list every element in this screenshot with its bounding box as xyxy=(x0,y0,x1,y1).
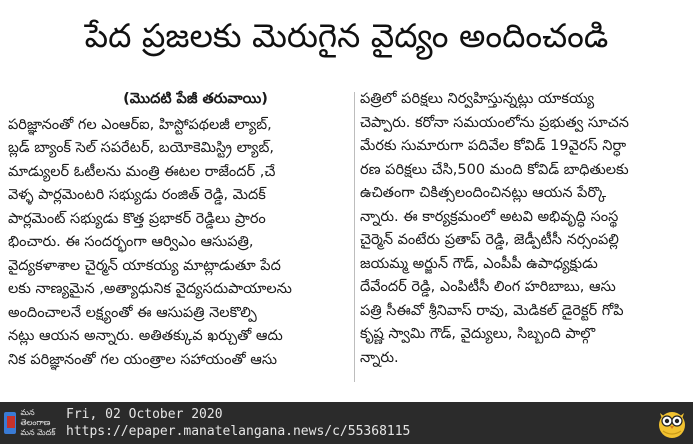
article-line: బ్లడ్ బ్యాంక్ సెల్ సపరేటర్, బయోకెమిస్ట్రి ల్యాబ్, xyxy=(8,140,274,156)
headline: పేద ప్రజలకు మెరుగైన వైద్యం అందించండి xyxy=(84,15,609,55)
article-line: వెళ్ళ పార్లమెంటరి సభ్యుడు రంజిత్ రెడ్డి, మెదక్ xyxy=(8,187,266,203)
article-right-column xyxy=(360,88,690,370)
owl-mascot-icon[interactable] xyxy=(657,407,687,439)
article-line: మేరకు సుమారుగా పదివేల కోవిడ్ 19వైరస్ నిర్ధా xyxy=(360,138,627,154)
article-line: నట్లు ఆయన అన్నారు. అతితక్కువ ఖర్చుతో ఆదు xyxy=(8,328,283,344)
article-left-column xyxy=(8,88,353,372)
article-line: చైర్మెన్ వంటేరు ప్రతాప్ రెడ్డి, జెడ్పీటీసీ నర్సంపల్లి xyxy=(360,232,619,248)
article-line: పత్రిలో పరిక్షలు నిర్వహిస్తున్నట్లు యాకయ్య xyxy=(360,91,595,107)
article-line: వైద్యకళాశాల చైర్మన్ యాకయ్య మాట్లాడుతూ పేద xyxy=(8,257,281,274)
logo-mark-icon xyxy=(4,412,16,434)
article-line: న్నారు. xyxy=(360,349,399,366)
article-line: పార్లమెంట్ సభ్యుడు కొత్త ప్రభాకర్ రెడ్డిలు ప్రారం xyxy=(8,210,266,227)
article-line: భించారు. ఈ సందర్భంగా ఆర్విఎం ఆసుపత్రి, xyxy=(8,234,254,250)
newspaper-logo[interactable] xyxy=(4,410,62,436)
column-divider xyxy=(354,92,355,382)
logo-text-top: మన తెలంగాణ xyxy=(20,408,51,427)
article-line: కృష్ణ స్వామి గౌడ్, వైద్యులు, సిబ్బంది పాల్గొ xyxy=(360,326,596,342)
article-line: న్నారు. ఈ కార్యక్రమంలో అటవి అభివృద్ధి సంస్థ xyxy=(360,208,619,225)
article-line: జయమ్మ అర్జున్ గౌడ్, ఎంపీపీ ఉపాధ్యక్షుడు xyxy=(360,255,598,272)
article-line: మాడ్యులర్ ఓటీలను మంత్రి ఈటల రాజేందర్ ,చే xyxy=(8,163,276,180)
article-line: నిక పరిజ్ఞానంతో గల యంత్రాల సహాయంతో ఆసు xyxy=(8,351,278,368)
article-url-link[interactable]: https://epaper.manatelangana.news/c/55368115 xyxy=(66,424,411,439)
continued-kicker: (మొదటి పేజీ తరువాయి) xyxy=(123,91,268,107)
logo-text-bottom: మన మెదక్ xyxy=(20,428,56,437)
article-line: పరిజ్ఞానంతో గల ఎంఆర్ఐ, హిస్టోపథలజీ ల్యాబ్, xyxy=(8,116,272,133)
article-line: అందించాలనే లక్ష్యంతో ఈ ఆసుపత్రి నెలకొల్పి xyxy=(8,304,257,321)
article-line: చెప్పారు. కరోనా సమయంలోను ప్రభుత్వ సూచన xyxy=(360,114,629,131)
epaper-footer xyxy=(0,402,693,444)
article-line: ఉచితంగా చికిత్సలందించినట్లు ఆయన పేర్కొ xyxy=(360,185,607,201)
article-line: దేవేందర్ రెడ్డి, ఎంపిటీసీ లింగ హరిబాబు, ఆసు xyxy=(360,279,616,295)
article-line: పత్రి సీఈవో శ్రీనివాస్ రావు, మెడికల్ డైరెక్టర్ గోపి xyxy=(360,302,624,319)
article-line: రణ పరిక్షలు చేసి,500 మంది కోవిడ్ బాధితులకు xyxy=(360,161,629,178)
article-line: లకు నాణ్యమైన ,అత్యాధునిక వైద్యసదుపాయాలను xyxy=(8,281,292,297)
edition-date: Fri, 02 October 2020 xyxy=(66,407,223,422)
logo-text xyxy=(20,408,62,438)
